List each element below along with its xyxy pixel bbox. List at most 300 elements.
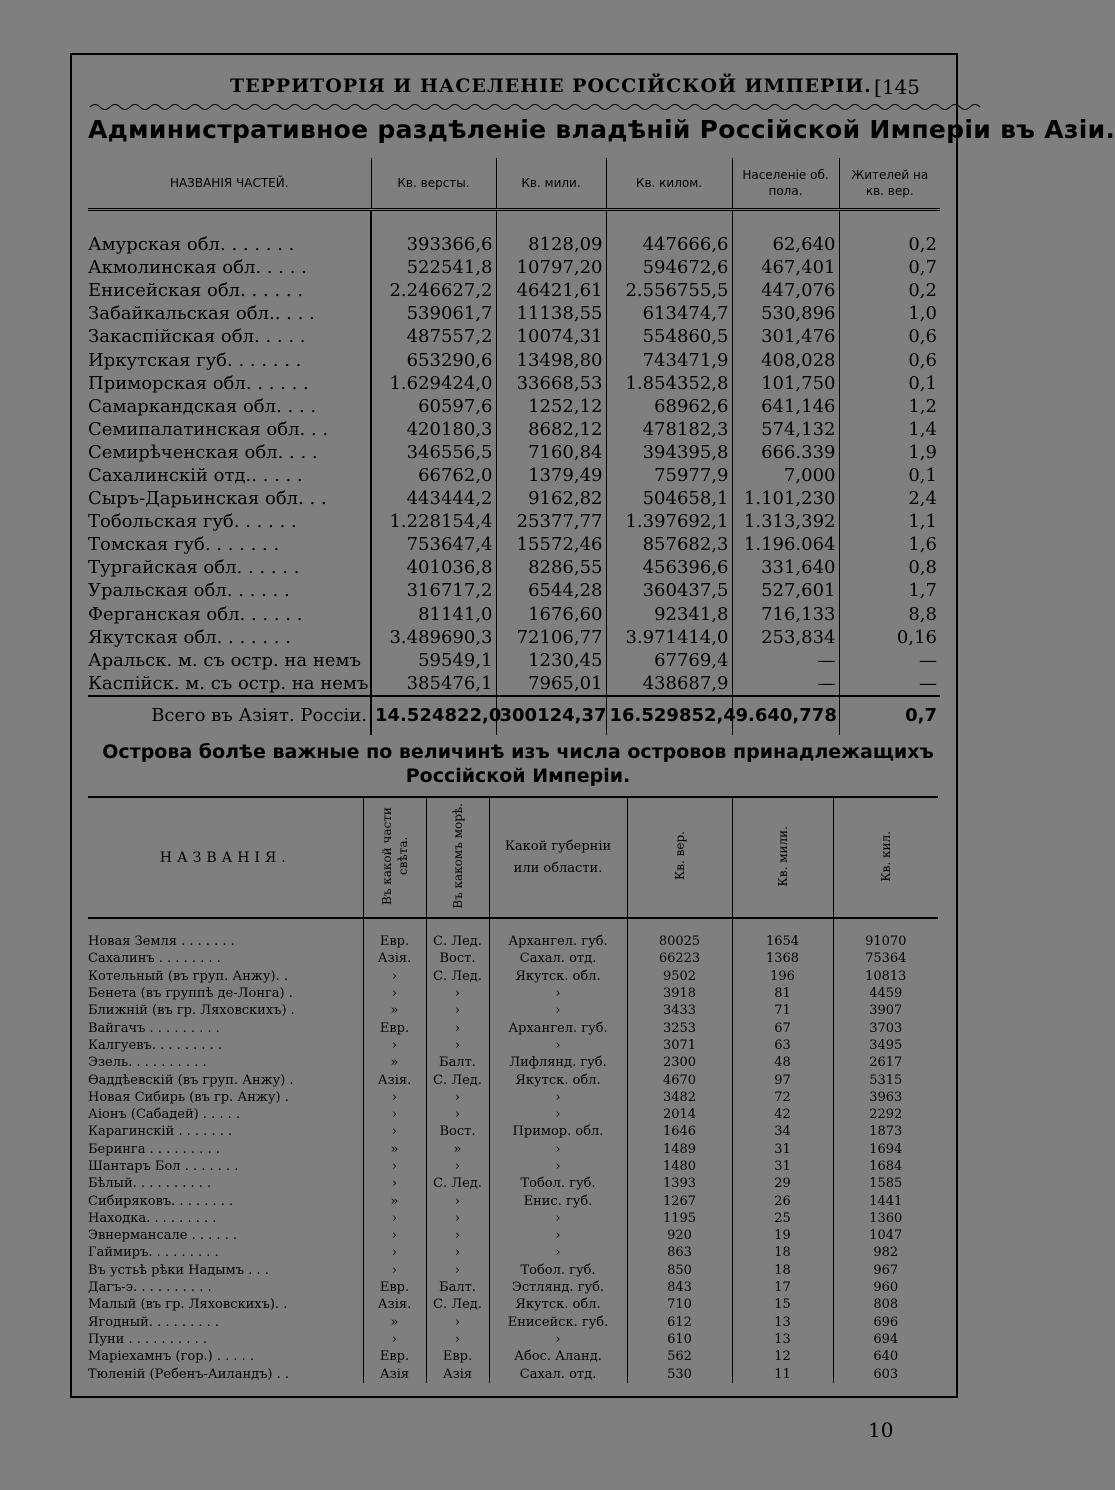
table-cell: 0,6 — [908, 326, 937, 348]
table-row — [88, 950, 938, 967]
table-row — [88, 1279, 938, 1296]
table-row — [88, 933, 938, 950]
table-cell: 447,076 — [732, 279, 839, 302]
table-row — [88, 233, 940, 256]
table-cell: Абос. Аланд. — [489, 1348, 627, 1365]
table-cell: 15 — [732, 1296, 833, 1313]
table-cell: › — [489, 1141, 627, 1158]
table-cell: Балт. — [426, 1054, 489, 1071]
table-cell: 2.246627,2 — [371, 279, 496, 302]
table-cell: 0,16 — [896, 626, 937, 648]
table-cell: 8286,55 — [496, 556, 606, 579]
table-cell: 696 — [873, 1314, 899, 1330]
spacer-cell — [732, 210, 839, 234]
table-cell: 716,133 — [732, 603, 839, 626]
table-row — [88, 487, 940, 510]
row-label: Эзель. . . . . . . . . . — [88, 1054, 363, 1071]
table-cell: 34 — [732, 1123, 833, 1140]
table-cell: » — [363, 1192, 426, 1209]
table-cell: › — [489, 1331, 627, 1348]
table-cell: — — [732, 649, 839, 672]
table-cell: › — [426, 1227, 489, 1244]
table-cell: 653290,6 — [371, 348, 496, 371]
table-row — [88, 1123, 938, 1140]
table-cell: Азія. — [363, 950, 426, 967]
table-cell: Вост. — [426, 950, 489, 967]
col-header-names: НАЗВАНІЯ ЧАСТЕЙ. — [88, 158, 371, 210]
table-cell: 408,028 — [732, 348, 839, 371]
table-cell: 13498,80 — [496, 348, 606, 371]
table-cell: Якутск. обл. — [489, 1296, 627, 1313]
table-cell: Архангел. губ. — [489, 1019, 627, 1036]
table-cell: 850 — [627, 1262, 732, 1279]
table-cell: 0,6 — [908, 349, 937, 371]
table-cell: 1360 — [869, 1210, 903, 1226]
table-cell: › — [426, 1262, 489, 1279]
row-label: Калгуевъ. . . . . . . . . — [88, 1037, 363, 1054]
table-cell: 385476,1 — [371, 672, 496, 696]
row-label: Ближній (въ гр. Ляховскихъ) . — [88, 1002, 363, 1019]
table-cell: 63 — [732, 1037, 833, 1054]
table-cell: 1,1 — [908, 511, 937, 533]
table-row — [88, 1175, 938, 1192]
table-cell: 9.640,778 — [732, 696, 839, 735]
header-label: Кв. кил. — [878, 830, 893, 882]
table-cell: › — [426, 985, 489, 1002]
table-row — [88, 372, 940, 395]
table-cell: 75977,9 — [606, 464, 732, 487]
table-row — [88, 1262, 938, 1279]
table-cell: 1585 — [869, 1176, 903, 1192]
table-row — [88, 1348, 938, 1365]
table-cell: 401036,8 — [371, 556, 496, 579]
table-cell: С. Лед. — [426, 933, 489, 950]
table-cell: 9162,82 — [496, 487, 606, 510]
col-header-province — [489, 797, 627, 918]
table-cell: 857682,3 — [606, 533, 732, 556]
table-row — [88, 464, 940, 487]
table-cell: 1393 — [627, 1175, 732, 1192]
row-label: Забайкальская обл.. . . . — [88, 302, 371, 325]
row-label: Беринга . . . . . . . . . — [88, 1141, 363, 1158]
table-cell: Азія. — [363, 1296, 426, 1313]
running-header — [90, 75, 950, 105]
table-cell: 9502 — [627, 968, 732, 985]
table-cell: Азія. — [363, 1071, 426, 1088]
table-cell: 12 — [732, 1348, 833, 1365]
table-cell: 3433 — [627, 1002, 732, 1019]
table-row — [88, 1158, 938, 1175]
table-cell: 487557,2 — [371, 325, 496, 348]
row-label: Уральская обл. . . . . . — [88, 579, 371, 602]
table-cell: 4670 — [627, 1071, 732, 1088]
table-row — [88, 1089, 938, 1106]
table-row — [88, 1210, 938, 1227]
table-cell: Тобол. губ. — [489, 1262, 627, 1279]
table-cell: 8682,12 — [496, 418, 606, 441]
row-label: Малый (въ гр. Ляховскихъ). . — [88, 1296, 363, 1313]
table-cell: 394395,8 — [606, 441, 732, 464]
row-label: Амурская обл. . . . . . . — [88, 233, 371, 256]
table-cell: 504658,1 — [606, 487, 732, 510]
table-cell: 863 — [627, 1244, 732, 1261]
row-label: Гаймиръ. . . . . . . . . — [88, 1244, 363, 1261]
table-cell: 97 — [732, 1071, 833, 1088]
table-cell: 8,8 — [908, 603, 937, 625]
table-cell: 1267 — [627, 1192, 732, 1209]
table-cell: 1195 — [627, 1210, 732, 1227]
total-row — [88, 696, 940, 735]
table-cell: 710 — [627, 1296, 732, 1313]
table-cell: 25 — [732, 1210, 833, 1227]
table-cell: 1368 — [732, 950, 833, 967]
table-cell: 3963 — [869, 1089, 903, 1105]
table-cell: 456396,6 — [606, 556, 732, 579]
table-cell: › — [426, 1019, 489, 1036]
spacer-row — [88, 918, 938, 933]
table-cell: 1480 — [627, 1158, 732, 1175]
table-cell: 60597,6 — [371, 395, 496, 418]
table-cell: 72 — [732, 1089, 833, 1106]
table-cell: 3.489690,3 — [371, 626, 496, 649]
table-cell: › — [363, 1227, 426, 1244]
row-label: Карагинскій . . . . . . . — [88, 1123, 363, 1140]
table-row — [88, 1244, 938, 1261]
row-label: Шантаръ Бол . . . . . . . — [88, 1158, 363, 1175]
table-cell: — — [732, 672, 839, 696]
table-cell: Евр. — [363, 1019, 426, 1036]
table-cell: 10797,20 — [496, 256, 606, 279]
table-cell: 1.313,392 — [732, 510, 839, 533]
table-cell: 67769,4 — [606, 649, 732, 672]
table-cell: Примор. обл. — [489, 1123, 627, 1140]
spacer-cell — [496, 210, 606, 234]
table-cell: 11138,55 — [496, 302, 606, 325]
table-cell: 11 — [732, 1365, 833, 1382]
table-row — [88, 1002, 938, 1019]
table-header-row — [88, 158, 940, 210]
table-row — [88, 348, 940, 371]
table-cell: 640 — [873, 1349, 899, 1365]
table-cell: › — [426, 1158, 489, 1175]
table-row — [88, 510, 940, 533]
row-label: Самаркандская обл. . . . — [88, 395, 371, 418]
table-row — [88, 556, 940, 579]
header-label: Кв. вер. — [672, 831, 687, 881]
row-label: Дагъ-э. . . . . . . . . . — [88, 1279, 363, 1296]
table-row — [88, 418, 940, 441]
table-cell: 612 — [627, 1314, 732, 1331]
header-label: Въ какомъ морѣ. — [450, 803, 465, 909]
table-cell: 3703 — [869, 1020, 903, 1036]
table-cell: › — [426, 1244, 489, 1261]
table-cell: › — [363, 1037, 426, 1054]
table-cell: 59549,1 — [371, 649, 496, 672]
table-row — [88, 626, 940, 649]
table-cell: 467,401 — [732, 256, 839, 279]
table-cell: › — [489, 1158, 627, 1175]
table-cell: Эстлянд. губ. — [489, 1279, 627, 1296]
table-cell: 7965,01 — [496, 672, 606, 696]
table-cell: › — [489, 1210, 627, 1227]
running-title: ТЕРРИТОРІЯ И НАСЕЛЕНІЕ РОССІЙСКОЙ ИМПЕРІИ. — [230, 75, 872, 97]
table-cell: 360437,5 — [606, 579, 732, 602]
table-row — [88, 533, 940, 556]
table-cell: 1694 — [869, 1141, 903, 1157]
table-row — [88, 1071, 938, 1088]
table-cell: Сахал. отд. — [489, 950, 627, 967]
table-cell: 420180,3 — [371, 418, 496, 441]
col-header-island-names — [88, 797, 363, 918]
row-label: Бѣлый. . . . . . . . . . — [88, 1175, 363, 1192]
table-cell: » — [363, 1002, 426, 1019]
table-cell: 196 — [732, 968, 833, 985]
row-label: Акмолинская обл. . . . . — [88, 256, 371, 279]
table-cell: 80025 — [627, 933, 732, 950]
row-label: Бенета (въ группѣ де-Лонга) . — [88, 985, 363, 1002]
table-cell: 0,2 — [908, 234, 937, 256]
table-row — [88, 325, 940, 348]
table-row — [88, 1227, 938, 1244]
col-header-sea — [426, 797, 489, 918]
table-cell: — — [919, 649, 937, 671]
row-label: Семипалатинская обл. . . — [88, 418, 371, 441]
table-cell: 2292 — [869, 1107, 903, 1123]
table-cell: 17 — [732, 1279, 833, 1296]
table-row — [88, 649, 940, 672]
table-cell: 66762,0 — [371, 464, 496, 487]
col-header-sq-km: Кв. килом. — [606, 158, 732, 210]
row-label: Находка. . . . . . . . . — [88, 1210, 363, 1227]
table-cell: 522541,8 — [371, 256, 496, 279]
row-label: Сахалинъ . . . . . . . . — [88, 950, 363, 967]
islands-table — [88, 796, 938, 1383]
table-cell: 46421,61 — [496, 279, 606, 302]
table-cell: › — [363, 1089, 426, 1106]
table-row — [88, 985, 938, 1002]
table-cell: 1.397692,1 — [606, 510, 732, 533]
table-cell: 6544,28 — [496, 579, 606, 602]
row-label: Новая Земля . . . . . . . — [88, 933, 363, 950]
table-cell: 253,834 — [732, 626, 839, 649]
table-cell: › — [426, 1002, 489, 1019]
table-cell: 4459 — [869, 986, 903, 1002]
table-cell: 2617 — [869, 1055, 903, 1071]
table-cell: 8128,09 — [496, 233, 606, 256]
table-cell: С. Лед. — [426, 968, 489, 985]
table-cell: 3071 — [627, 1037, 732, 1054]
row-label: Тургайская обл. . . . . . — [88, 556, 371, 579]
table-cell: 3.971414,0 — [606, 626, 732, 649]
table-row — [88, 1296, 938, 1313]
table-cell: › — [489, 1089, 627, 1106]
spacer-cell — [606, 210, 732, 234]
table-row — [88, 302, 940, 325]
row-label: Новая Сибирь (въ гр. Анжу) . — [88, 1089, 363, 1106]
table-cell: Евр. — [363, 933, 426, 950]
col-header-sq-km — [833, 797, 938, 918]
table-cell: » — [363, 1314, 426, 1331]
table-cell: 1,2 — [908, 395, 937, 417]
table-cell: 16.529852,4 — [606, 696, 732, 735]
administrative-table-body — [88, 210, 940, 735]
table-cell: 33668,53 — [496, 372, 606, 395]
table-cell: › — [363, 1106, 426, 1123]
table-cell: › — [489, 985, 627, 1002]
table-cell: 982 — [873, 1245, 899, 1261]
row-label: Вайгачъ . . . . . . . . . — [88, 1019, 363, 1036]
table-cell: 594672,6 — [606, 256, 732, 279]
row-label: Маріехамнъ (гор.) . . . . . — [88, 1348, 363, 1365]
row-label: Аіонъ (Сабадей) . . . . . — [88, 1106, 363, 1123]
table-cell: 0,2 — [908, 280, 937, 302]
table-cell: 72106,77 — [496, 626, 606, 649]
table-cell: 1646 — [627, 1123, 732, 1140]
table-cell: 610 — [627, 1331, 732, 1348]
table-cell: 1676,60 — [496, 603, 606, 626]
table-cell: › — [489, 1106, 627, 1123]
table-cell: 753647,4 — [371, 533, 496, 556]
table-cell: Лифлянд. губ. — [489, 1054, 627, 1071]
table-cell: — — [919, 672, 937, 694]
table-cell: 603 — [873, 1366, 899, 1382]
table-cell: С. Лед. — [426, 1296, 489, 1313]
table-cell: 3918 — [627, 985, 732, 1002]
table-cell: 1,7 — [908, 580, 937, 602]
spacer-cell — [627, 918, 732, 933]
table-cell: 71 — [732, 1002, 833, 1019]
page-number: [145 — [874, 75, 920, 99]
footer-number: 10 — [868, 1418, 894, 1442]
col-header-population: Населеніе об. пола. — [732, 158, 839, 210]
table-cell: 67 — [732, 1019, 833, 1036]
table-cell: 101,750 — [732, 372, 839, 395]
table-cell: 29 — [732, 1175, 833, 1192]
table-row — [88, 1331, 938, 1348]
table-cell: 1047 — [869, 1228, 903, 1244]
table-row — [88, 1019, 938, 1036]
table-cell: 694 — [873, 1331, 899, 1347]
table-cell: 1.101,230 — [732, 487, 839, 510]
table-cell: 0,8 — [908, 557, 937, 579]
row-label: Всего въ Азіят. Россіи. — [88, 696, 371, 735]
table-cell: 316717,2 — [371, 579, 496, 602]
table-cell: 1379,49 — [496, 464, 606, 487]
table-cell: 18 — [732, 1244, 833, 1261]
row-label: Енисейская обл. . . . . . — [88, 279, 371, 302]
spacer-cell — [363, 918, 426, 933]
table-cell: 527,601 — [732, 579, 839, 602]
table-cell: Тобол. губ. — [489, 1175, 627, 1192]
table-row — [88, 256, 940, 279]
row-label: Закаспійская обл. . . . . — [88, 325, 371, 348]
administrative-table — [88, 158, 940, 735]
table-cell: › — [426, 1192, 489, 1209]
table-cell: 13 — [732, 1331, 833, 1348]
row-label: Иркутская губ. . . . . . . — [88, 348, 371, 371]
table-cell: 3482 — [627, 1089, 732, 1106]
table-cell: С. Лед. — [426, 1071, 489, 1088]
row-label: Котельный (въ груп. Анжу). . — [88, 968, 363, 985]
header-label: Кв. мили. — [775, 825, 790, 887]
row-label: Въ устьѣ рѣки Надымъ . . . — [88, 1262, 363, 1279]
table-cell: 346556,5 — [371, 441, 496, 464]
table-row — [88, 603, 940, 626]
table-cell: 2.556755,5 — [606, 279, 732, 302]
table-cell: 1873 — [869, 1124, 903, 1140]
table-cell: 1.629424,0 — [371, 372, 496, 395]
table-cell: 2300 — [627, 1054, 732, 1071]
row-label: Сибиряковъ. . . . . . . . — [88, 1192, 363, 1209]
table-row — [88, 672, 940, 696]
table-cell: 641,146 — [732, 395, 839, 418]
table-cell: 7160,84 — [496, 441, 606, 464]
spacer-cell — [88, 210, 371, 234]
row-label: Ягодный. . . . . . . . . — [88, 1314, 363, 1331]
table-cell: 81141,0 — [371, 603, 496, 626]
table-cell: 666.339 — [732, 441, 839, 464]
table-cell: › — [426, 1089, 489, 1106]
col-header-sq-miles — [732, 797, 833, 918]
table-cell: 0,7 — [908, 257, 937, 279]
table-cell: Евр. — [363, 1348, 426, 1365]
table-cell: 530 — [627, 1365, 732, 1382]
table-cell: 301,476 — [732, 325, 839, 348]
row-label: Ѳаддѣевскій (въ груп. Анжу) . — [88, 1071, 363, 1088]
table-cell: › — [426, 1314, 489, 1331]
table-cell: 0,1 — [908, 464, 937, 486]
table-cell: Архангел. губ. — [489, 933, 627, 950]
table-cell: 75364 — [865, 951, 907, 967]
table-cell: Сахал. отд. — [489, 1365, 627, 1382]
table-cell: 31 — [732, 1141, 833, 1158]
spacer-cell — [489, 918, 627, 933]
table-cell: 0,1 — [908, 372, 937, 394]
table-cell: 1.228154,4 — [371, 510, 496, 533]
table-cell: 743471,9 — [606, 348, 732, 371]
table-cell: › — [489, 1002, 627, 1019]
col-header-continent — [363, 797, 426, 918]
table-cell: 19 — [732, 1227, 833, 1244]
table-cell: 26 — [732, 1192, 833, 1209]
table-cell: » — [363, 1054, 426, 1071]
table-cell: 554860,5 — [606, 325, 732, 348]
table-cell: 3495 — [869, 1037, 903, 1053]
table-cell: С. Лед. — [426, 1175, 489, 1192]
table-cell: Евр. — [363, 1279, 426, 1296]
spacer-cell — [732, 918, 833, 933]
table-cell: 81 — [732, 985, 833, 1002]
table-cell: Азія — [363, 1365, 426, 1382]
table-cell: 920 — [627, 1227, 732, 1244]
table-cell: 1,6 — [908, 534, 937, 556]
table-cell: 66223 — [627, 950, 732, 967]
table-cell: › — [426, 1210, 489, 1227]
table-cell: › — [489, 1037, 627, 1054]
table-cell: 10813 — [865, 968, 907, 984]
islands-table-body — [88, 918, 938, 1383]
col-header-density: Жителей на кв. вер. — [839, 158, 940, 210]
table-cell: Енисейск. губ. — [489, 1314, 627, 1331]
table-cell: 14.524822,0 — [371, 696, 496, 735]
section-title-administrative: Административное раздѣленіе владѣній Россійской Имперіи въ Азіи. — [88, 115, 1115, 144]
section-title-islands: Острова болѣе важные по величинѣ изъ числа островов принадлежащихъ Россійской Имперіи. — [102, 741, 934, 787]
table-cell: 92341,8 — [606, 603, 732, 626]
table-cell: 3907 — [869, 1003, 903, 1019]
table-cell: 331,640 — [732, 556, 839, 579]
row-label: Ферганская обл. . . . . . — [88, 603, 371, 626]
table-cell: › — [489, 1227, 627, 1244]
